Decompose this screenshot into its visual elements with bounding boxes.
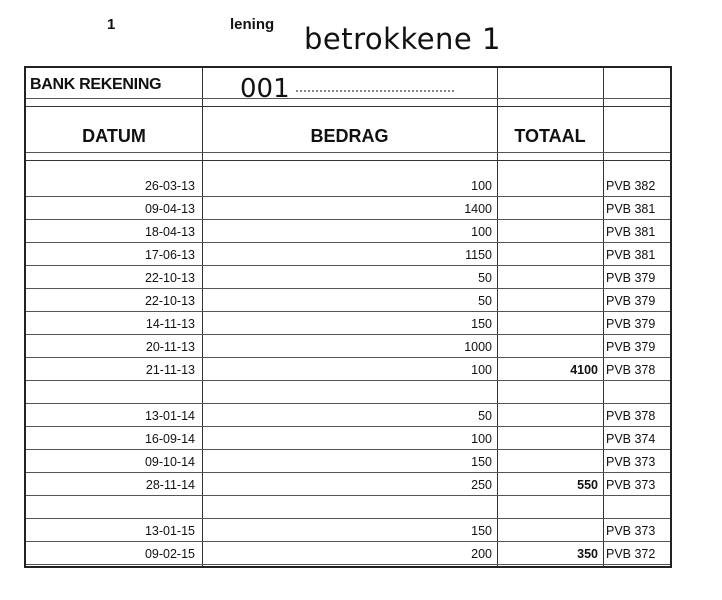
- cell-date: 22-10-13: [144, 294, 195, 308]
- table-row: [26, 312, 670, 335]
- cell-date: 09-10-14: [144, 455, 195, 469]
- cell-amount: 50: [478, 409, 492, 423]
- cell-date: 09-04-13: [144, 202, 195, 216]
- table-row: [26, 289, 670, 312]
- cell-ref: PVB 379: [606, 271, 656, 285]
- table-row: [26, 197, 670, 220]
- cell-date: 16-09-14: [144, 432, 195, 446]
- cell-amount: 150: [471, 455, 492, 469]
- table-row: [26, 473, 670, 496]
- table-row: [26, 496, 670, 519]
- table-row: [26, 243, 670, 266]
- header-totaal: TOTAAL: [514, 126, 586, 146]
- table-row: [26, 266, 670, 289]
- table-row: [26, 220, 670, 243]
- header-datum: DATUM: [82, 126, 146, 146]
- cell-ref: PVB 372: [606, 547, 656, 561]
- cell-date: 22-10-13: [144, 271, 195, 285]
- account-dotted-line: [296, 90, 454, 92]
- bank-account-label: BANK REKENING: [30, 76, 162, 93]
- row-divider: [26, 564, 670, 565]
- cell-total: 550: [577, 478, 598, 492]
- cell-amount: 250: [471, 478, 492, 492]
- subject-title: betrokkene 1: [304, 22, 501, 56]
- table-row: [26, 404, 670, 427]
- cell-ref: PVB 379: [606, 340, 656, 354]
- cell-total: 4100: [570, 363, 598, 377]
- cell-ref: PVB 381: [606, 248, 656, 262]
- cell-ref: PVB 373: [606, 478, 656, 492]
- row-divider: [26, 98, 670, 99]
- cell-date: 26-03-13: [144, 179, 195, 193]
- account-number: 001: [240, 74, 290, 104]
- cell-ref: PVB 374: [606, 432, 656, 446]
- table-row: [26, 542, 670, 565]
- cell-date: 13-01-14: [144, 409, 195, 423]
- table-row: [26, 335, 670, 358]
- cell-amount: 1150: [465, 248, 492, 262]
- cell-date: 14-11-13: [145, 317, 195, 331]
- cell-ref: PVB 379: [606, 294, 656, 308]
- cell-amount: 100: [471, 432, 492, 446]
- table-row: [26, 519, 670, 542]
- cell-date: 21-11-13: [145, 363, 195, 377]
- cell-amount: 50: [478, 294, 492, 308]
- table-row: [26, 427, 670, 450]
- cell-ref: PVB 373: [606, 524, 656, 538]
- cell-ref: PVB 378: [606, 363, 656, 377]
- cell-amount: 1000: [464, 340, 492, 354]
- cell-date: 18-04-13: [144, 225, 195, 239]
- row-divider: [26, 152, 670, 153]
- cell-ref: PVB 373: [606, 455, 656, 469]
- table-row: [26, 174, 670, 197]
- ledger-table: [24, 66, 672, 568]
- cell-ref: PVB 382: [606, 179, 656, 193]
- cell-ref: PVB 379: [606, 317, 656, 331]
- cell-amount: 150: [471, 317, 492, 331]
- cell-date: 13-01-15: [144, 524, 195, 538]
- row-divider: [26, 106, 670, 107]
- cell-date: 17-06-13: [144, 248, 195, 262]
- cell-amount: 100: [471, 363, 492, 377]
- table-row: [26, 450, 670, 473]
- cell-amount: 200: [471, 547, 492, 561]
- cell-amount: 100: [471, 225, 492, 239]
- cell-date: 20-11-13: [145, 340, 195, 354]
- cell-ref: PVB 381: [606, 202, 656, 216]
- lening-label: lening: [230, 16, 275, 33]
- cell-amount: 150: [471, 524, 492, 538]
- cell-amount: 1400: [464, 202, 492, 216]
- cell-ref: PVB 381: [606, 225, 656, 239]
- cell-date: 28-11-14: [145, 478, 195, 492]
- table-row: [26, 358, 670, 381]
- cell-amount: 100: [471, 179, 492, 193]
- table-row: [26, 381, 670, 404]
- page-number: 1: [107, 16, 116, 33]
- cell-ref: PVB 378: [606, 409, 656, 423]
- header-bedrag: BEDRAG: [310, 126, 389, 146]
- cell-total: 350: [577, 547, 598, 561]
- row-divider: [26, 160, 670, 161]
- cell-date: 09-02-15: [144, 547, 195, 561]
- cell-amount: 50: [478, 271, 492, 285]
